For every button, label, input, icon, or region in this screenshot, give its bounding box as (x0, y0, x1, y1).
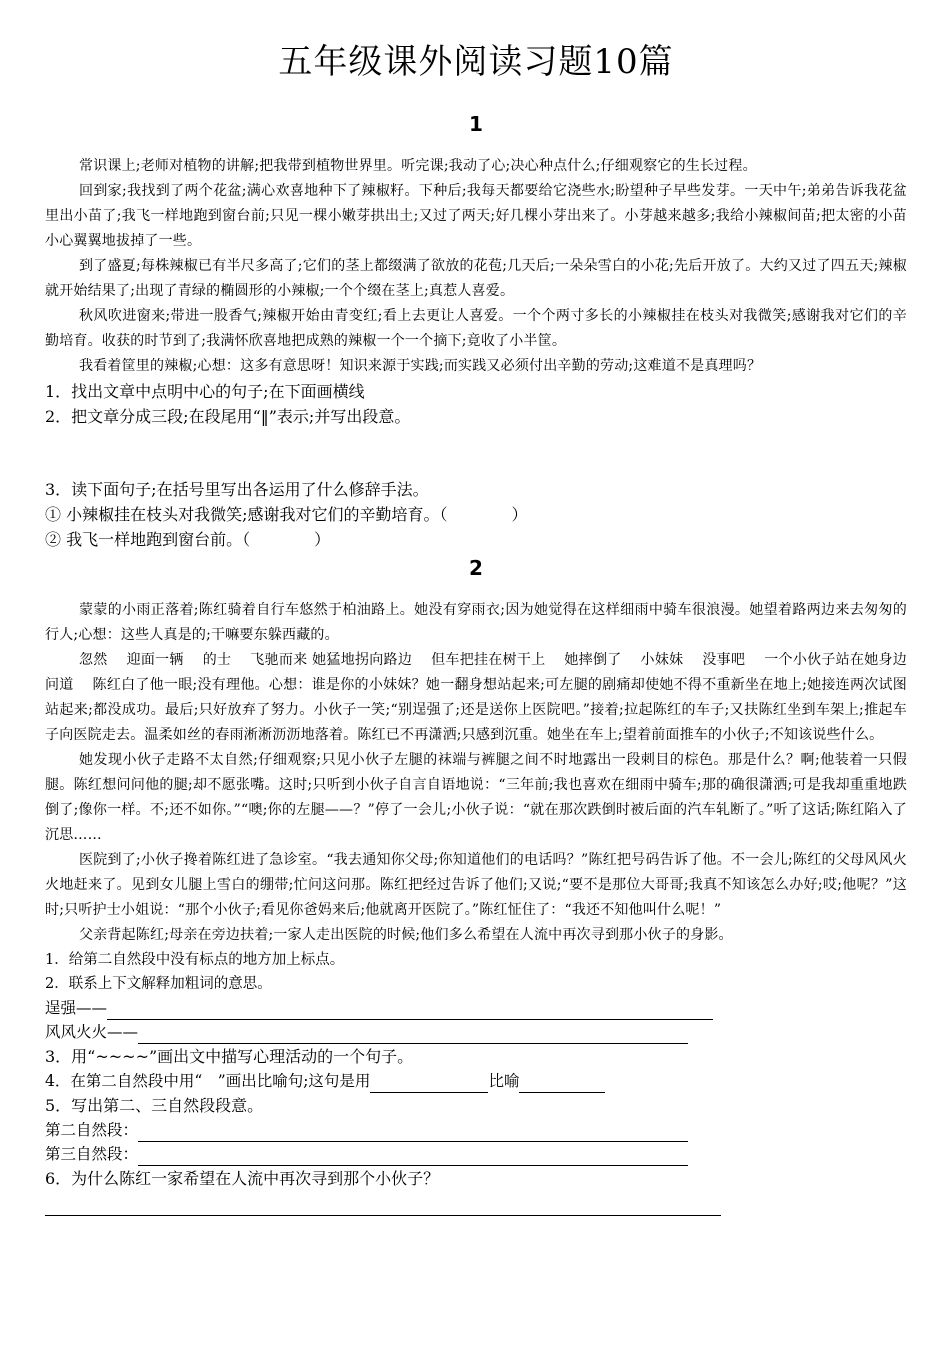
section2-question-2: 2．联系上下文解释加粗词的意思。 (45, 976, 272, 992)
section2-question-6: 6．为什么陈红一家希望在人流中再次寻到那个小伙子？ (45, 1169, 440, 1188)
answer-line[interactable] (45, 1201, 721, 1216)
section1-paragraph: 我看着筐里的辣椒;心想：这多有意思呀！知识来源于实践;而实践又必须付出辛勤的劳动;这难道不是真理吗？ (79, 358, 762, 374)
section1-paragraph: 常识课上;老师对植物的讲解;把我带到植物世界里。听完课;我动了心;决心种点什么;仔细观察它的生长过程。 (79, 158, 757, 174)
section-number-1: 1 (469, 112, 483, 136)
section2-question-5: 5．写出第二、三自然段段意。 (45, 1096, 264, 1115)
section1-paragraph: 到了盛夏;每株辣椒已有半尺多高了;它们的茎上都缀满了欲放的花苞;几天后;一朵朵雪白的小花;先后开放了。大约又过了四五天;辣椒就开始结果了;出现了青绿的椭圆形的小辣椒;一个个缀在茎上;真惹人喜爱。 (45, 258, 907, 299)
answer-label: 第三自然段： (45, 1145, 139, 1163)
section2-paragraph: 忽然 迎面一辆 的士 飞驰而来 她猛地拐向路边 但车把挂在树干上 她摔倒了 小妹妹 没事吧 一个小伙子站在她身边问道 陈红白了他一眼;没有理他。心想：谁是你的小妹妹？她一翻身想站起来;可左腿的剧痛却使她不得不重新坐在地上;她接连两次试图站起来;都没成功。最后;只好放弃了努力。小伙子一笑;“别逞强了;还是送你上医院吧。”接着;拉起陈红的车子;又扶陈红坐到车架上;推起车子向医院走去。温柔如丝的春雨淅淅沥沥地落着。陈红已不再潇洒;只感到沉重。她坐在车上;望着前面推车的小伙子;不知该说些什么。 (45, 652, 907, 743)
section1-paragraph: 秋风吹进窗来;带进一股香气;辣椒开始由青变红;看上去更让人喜爱。一个个两寸多长的小辣椒挂在枝头对我微笑;感谢我对它们的辛勤培育。收获的时节到了;我满怀欣喜地把成熟的辣椒一个一个摘下;竟收了小半筐。 (45, 308, 907, 349)
section1-question-3b: ② 我飞一样地跑到窗台前。（ ） (45, 530, 331, 549)
answer-row-para3 (45, 1142, 907, 1166)
section1-question-1: 1．找出文章中点明中心的句子;在下面画横线 (45, 382, 365, 401)
answer-label: 逞强—— (45, 999, 108, 1017)
answer-line[interactable] (107, 999, 713, 1020)
section2-question-3: 3．用“~~~~”画出文中描写心理活动的一个句子。 (45, 1047, 414, 1066)
document-page (45, 40, 907, 1216)
question-text: 比喻 (488, 1072, 520, 1090)
answer-label: 第二自然段： (45, 1121, 139, 1139)
section2-paragraph: 医院到了;小伙子搀着陈红进了急诊室。“我去通知你父母;你知道他们的电话吗？”陈红把号码告诉了他。不一会儿;陈红的父母风风火火地赶来了。见到女儿腿上雪白的绷带;忙问这问那。陈红把经过告诉了他们;又说;“要不是那位大哥哥;我真不知该怎么办好;哎;他呢？”这时;只听护士小姐说：“那个小伙子;看见你爸妈来后;他就离开医院了。”陈红怔住了：“我还不知他叫什么呢！” (45, 852, 907, 918)
section2-paragraph: 她发现小伙子走路不太自然;仔细观察;只见小伙子左腿的袜端与裤腿之间不时地露出一段刺目的棕色。那是什么？啊;他装着一只假腿。陈红想问问他的腿;却不愿张嘴。这时;只听到小伙子自言自语地说：“三年前;我也喜欢在细雨中骑车;那的确很潇洒;可是我却重重地跌倒了;像你一样。不;还不如你。”“噢;你的左腿——？”停了一会儿;小伙子说：“就在那次跌倒时被后面的汽车轧断了。”听了这话;陈红陷入了沉思…… (45, 752, 907, 843)
answer-label: 风风火火—— (45, 1023, 139, 1041)
section1-question-2: 2．把文章分成三段;在段尾用“‖”表示;并写出段意。 (45, 407, 411, 426)
document-title: 五年级课外阅读习题10篇 (278, 42, 674, 82)
answer-row-chengqiang (45, 996, 907, 1020)
section2-question-4 (45, 1069, 907, 1093)
answer-row-para2 (45, 1118, 907, 1142)
answer-line[interactable] (138, 1121, 688, 1142)
section2-paragraph: 蒙蒙的小雨正落着;陈红骑着自行车悠然于柏油路上。她没有穿雨衣;因为她觉得在这样细雨中骑车很浪漫。她望着路两边来去匆匆的行人;心想：这些人真是的;干嘛要东躲西藏的。 (45, 602, 907, 643)
section-number-2: 2 (469, 556, 483, 580)
answer-line[interactable] (138, 1145, 688, 1166)
section2-question-1: 1．给第二自然段中没有标点的地方加上标点。 (45, 952, 345, 968)
section1-question-3: 3．读下面句子;在括号里写出各运用了什么修辞手法。 (45, 480, 429, 499)
section2-paragraph: 父亲背起陈红;母亲在旁边扶着;一家人走出医院的时候;他们多么希望在人流中再次寻到那小伙子的身影。 (79, 927, 733, 943)
answer-blank[interactable] (519, 1074, 605, 1093)
answer-blank[interactable] (370, 1074, 488, 1093)
answer-line[interactable] (138, 1023, 688, 1044)
section1-paragraph: 回到家;我找到了两个花盆;满心欢喜地种下了辣椒籽。下种后;我每天都要给它浇些水;盼望种子早些发芽。一天中午;弟弟告诉我花盆里出小苗了;我飞一样地跑到窗台前;只见一棵小嫩芽拱出土;又过了两天;好几棵小芽出来了。小芽越来越多;我给小辣椒间苗;把太密的小苗小心翼翼地拔掉了一些。 (45, 183, 907, 249)
section1-question-3a: ① 小辣椒挂在枝头对我微笑;感谢我对它们的辛勤培育。（ ） (45, 505, 528, 524)
answer-row-fengfenghuohuo (45, 1020, 907, 1044)
question-text: 4．在第二自然段中用“ ”画出比喻句;这句是用 (45, 1072, 371, 1090)
